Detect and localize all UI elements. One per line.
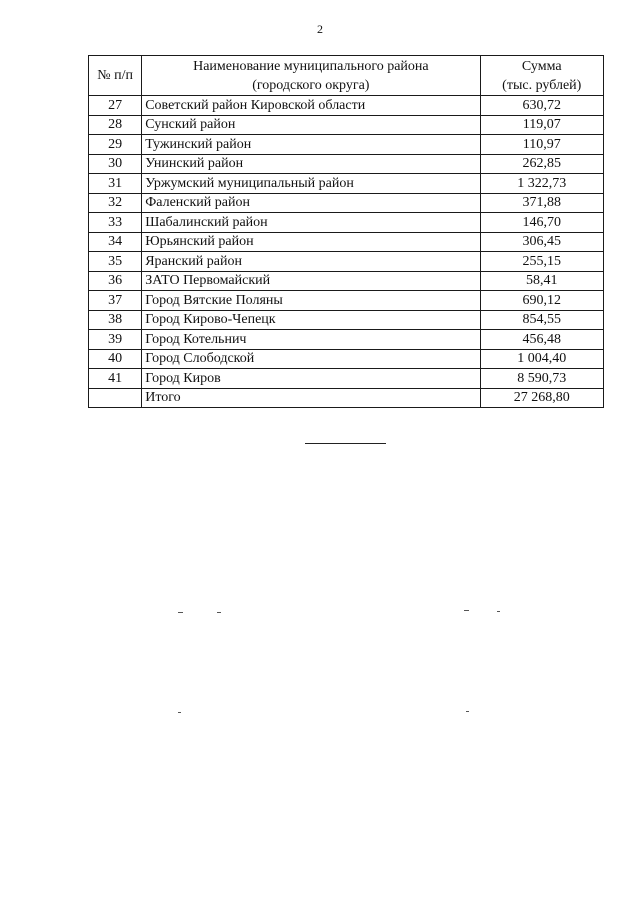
- total-row: [89, 388, 604, 408]
- row-number: 41: [89, 369, 142, 389]
- row-name: ЗАТО Первомайский: [142, 271, 480, 291]
- scan-speck: [466, 711, 469, 712]
- scan-speck: [217, 612, 221, 613]
- row-sum: 58,41: [480, 271, 603, 291]
- row-name: Город Котельнич: [142, 330, 480, 350]
- row-number: 31: [89, 174, 142, 194]
- table-row: [89, 96, 604, 116]
- row-name: Уржумский муниципальный район: [142, 174, 480, 194]
- header-row: [89, 56, 604, 96]
- table-row: [89, 349, 604, 369]
- scan-speck: [178, 712, 181, 713]
- header-sum-line2: (тыс. рублей): [502, 77, 582, 93]
- table-row: [89, 174, 604, 194]
- row-sum: 262,85: [480, 154, 603, 174]
- row-name: Яранский район: [142, 252, 480, 272]
- row-name: Шабалинский район: [142, 213, 480, 233]
- row-name: Город Вятские Поляны: [142, 291, 480, 311]
- row-sum: 1 322,73: [480, 174, 603, 194]
- total-number-empty: [89, 388, 142, 408]
- table-row: [89, 213, 604, 233]
- row-sum: 8 590,73: [480, 369, 603, 389]
- row-number: 28: [89, 115, 142, 135]
- header-sum: [480, 56, 603, 96]
- table-body: [89, 96, 604, 408]
- header-name: [142, 56, 480, 96]
- row-name: Юрьянский район: [142, 232, 480, 252]
- row-sum: 1 004,40: [480, 349, 603, 369]
- scan-speck: [497, 611, 500, 612]
- row-name: Тужинский район: [142, 135, 480, 155]
- header-sum-line1: Сумма: [521, 58, 562, 74]
- end-of-document-line: [305, 443, 386, 444]
- row-sum: 110,97: [480, 135, 603, 155]
- table-row: [89, 115, 604, 135]
- scan-speck: [464, 610, 469, 611]
- row-name: Сунский район: [142, 115, 480, 135]
- table-row: [89, 252, 604, 272]
- page-number: 2: [317, 22, 323, 36]
- row-number: 37: [89, 291, 142, 311]
- header-number: № п/п: [89, 56, 142, 96]
- row-name: Город Киров: [142, 369, 480, 389]
- table-row: [89, 291, 604, 311]
- table-row: [89, 330, 604, 350]
- row-number: 40: [89, 349, 142, 369]
- table-row: [89, 310, 604, 330]
- row-name: Город Слободской: [142, 349, 480, 369]
- row-sum: 456,48: [480, 330, 603, 350]
- row-name: Фаленский район: [142, 193, 480, 213]
- row-number: 27: [89, 96, 142, 116]
- row-sum: 255,15: [480, 252, 603, 272]
- row-sum: 630,72: [480, 96, 603, 116]
- row-number: 36: [89, 271, 142, 291]
- table-row: [89, 271, 604, 291]
- row-sum: 690,12: [480, 291, 603, 311]
- table-row: [89, 369, 604, 389]
- total-label: Итого: [142, 388, 480, 408]
- row-number: 35: [89, 252, 142, 272]
- row-number: 30: [89, 154, 142, 174]
- row-name: Советский район Кировской области: [142, 96, 480, 116]
- row-name: Унинский район: [142, 154, 480, 174]
- scan-speck: [178, 612, 183, 613]
- row-sum: 371,88: [480, 193, 603, 213]
- header-name-line1: Наименование муниципального района: [193, 58, 429, 74]
- row-number: 39: [89, 330, 142, 350]
- table-row: [89, 193, 604, 213]
- allocation-table: [88, 55, 604, 408]
- row-name: Город Кирово-Чепецк: [142, 310, 480, 330]
- table-row: [89, 154, 604, 174]
- table-row: [89, 232, 604, 252]
- row-sum: 119,07: [480, 115, 603, 135]
- row-number: 33: [89, 213, 142, 233]
- row-sum: 854,55: [480, 310, 603, 330]
- table-header: [89, 56, 604, 96]
- row-number: 38: [89, 310, 142, 330]
- header-name-line2: (городского округа): [252, 77, 370, 93]
- row-sum: 306,45: [480, 232, 603, 252]
- row-number: 29: [89, 135, 142, 155]
- row-number: 34: [89, 232, 142, 252]
- row-number: 32: [89, 193, 142, 213]
- total-sum: 27 268,80: [480, 388, 603, 408]
- table-row: [89, 135, 604, 155]
- row-sum: 146,70: [480, 213, 603, 233]
